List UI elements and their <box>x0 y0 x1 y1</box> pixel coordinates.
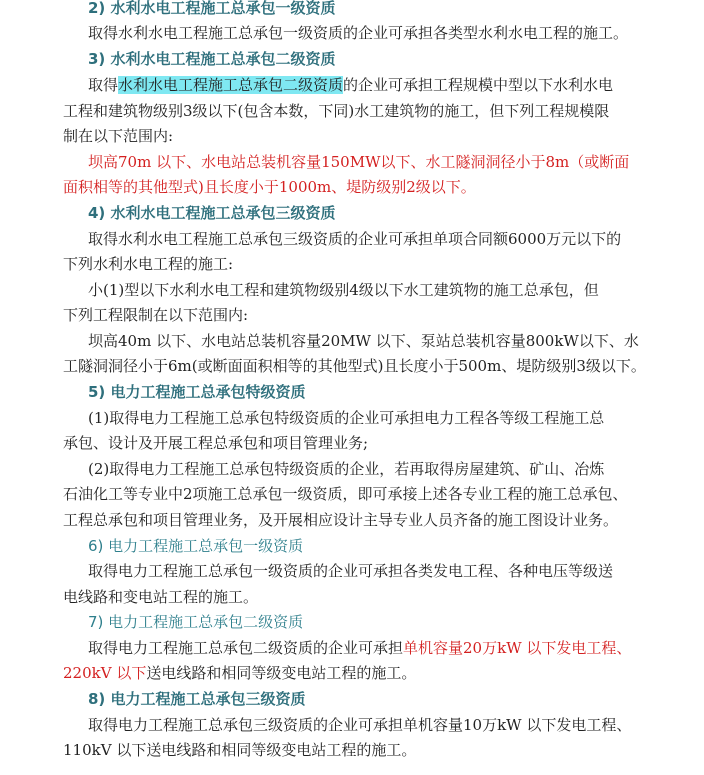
section-heading-3: 3) 水利水电工程施工总承包二级资质 <box>88 50 336 68</box>
paragraph-line: 工程和建筑物级别3级以下(包含本数，下同)水工建筑物的施工，但下列工程规模限 <box>63 102 610 120</box>
text-run: 送电线路和相同等级变电站工程的施工。 <box>146 664 417 682</box>
paragraph-line: 小(1)型以下水利水电工程和建筑物级别4级以下水工建筑物的施工总承包，但 <box>88 281 599 299</box>
paragraph-line: 工程总承包和项目管理业务，及开展相应设计主导专业人员齐备的施工图设计业务。 <box>63 511 619 529</box>
highlighted-text: 水利水电工程施工总承包二级资质 <box>118 76 344 94</box>
red-text-run: 单机容量20万kW 以下发电工程、 <box>403 639 632 657</box>
paragraph-line: 下列工程限制在以下范围内: <box>63 306 249 324</box>
red-paragraph-line: 坝高70m 以下、水电站总装机容量150MW以下、水工隧洞洞径小于8m（或断面 <box>88 153 630 171</box>
paragraph-line: 取得水利水电工程施工总承包三级资质的企业可承担单项合同额6000万元以下的 <box>88 230 622 248</box>
paragraph-line: 承包、设计及开展工程总承包和项目管理业务; <box>63 434 369 452</box>
paragraph-line: 工隧洞洞径小于6m(或断面面积相等的其他型式)且长度小于500m、堤防级别3级以下。 <box>63 357 646 375</box>
paragraph-line <box>88 73 613 97</box>
section-heading-7: 7) 电力工程施工总承包二级资质 <box>88 613 304 631</box>
section-heading-5: 5) 电力工程施工总承包特级资质 <box>88 383 306 401</box>
paragraph-line: 取得水利水电工程施工总承包一级资质的企业可承担各类型水利水电工程的施工。 <box>88 24 629 42</box>
section-heading-4: 4) 水利水电工程施工总承包三级资质 <box>88 204 336 222</box>
paragraph-line: (2)取得电力工程施工总承包特级资质的企业，若再取得房屋建筑、矿山、冶炼 <box>88 460 605 478</box>
paragraph-line <box>88 636 631 660</box>
paragraph-line: 下列水利水电工程的施工: <box>63 255 234 273</box>
text-run: 取得 <box>88 76 119 94</box>
section-heading-6: 6) 电力工程施工总承包一级资质 <box>88 537 304 555</box>
paragraph-line: 取得电力工程施工总承包三级资质的企业可承担单机容量10万kW 以下发电工程、 <box>88 716 632 734</box>
section-heading-2: 2) 水利水电工程施工总承包一级资质 <box>88 0 336 17</box>
paragraph-line: 石油化工等专业中2项施工总承包一级资质，即可承接上述各专业工程的施工总承包、 <box>63 485 628 503</box>
text-run: 的企业可承担工程规模中型以下水利水电 <box>343 76 614 94</box>
paragraph-line: 制在以下范围内: <box>63 127 174 145</box>
paragraph-line <box>63 661 416 685</box>
red-paragraph-line: 面积相等的其他型式)且长度小于1000m、堤防级别2级以下。 <box>63 178 476 196</box>
section-heading-8: 8) 电力工程施工总承包三级资质 <box>88 690 306 708</box>
paragraph-line: 取得电力工程施工总承包一级资质的企业可承担各类发电工程、各种电压等级送 <box>88 562 614 580</box>
paragraph-line: 坝高40m 以下、水电站总装机容量20MW 以下、泵站总装机容量800kW以下、水 <box>88 332 639 350</box>
text-run: 取得电力工程施工总承包二级资质的企业可承担 <box>88 639 404 657</box>
paragraph-line: 110kV 以下送电线路和相同等级变电站工程的施工。 <box>63 741 417 759</box>
red-text-run: 220kV 以下 <box>63 664 147 682</box>
paragraph-line: (1)取得电力工程施工总承包特级资质的企业可承担电力工程各等级工程施工总 <box>88 409 605 427</box>
paragraph-line: 电线路和变电站工程的施工。 <box>63 588 259 606</box>
